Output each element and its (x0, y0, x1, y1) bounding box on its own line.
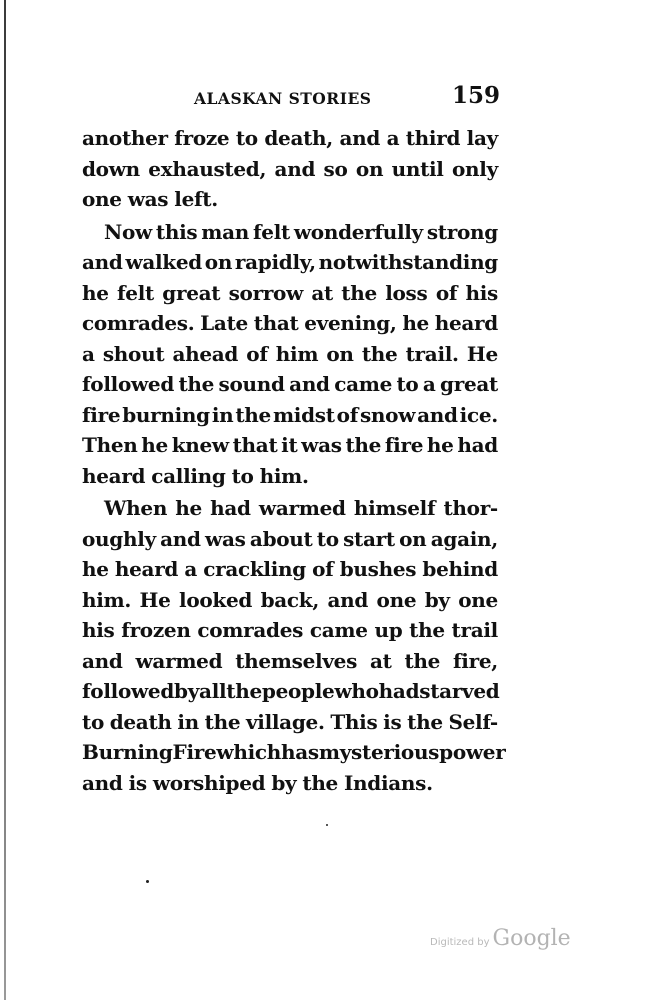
page-number: 159 (451, 82, 500, 109)
ink-speck (146, 880, 149, 883)
text-line: down exhausted, and so on until only (82, 156, 498, 181)
paragraph (82, 123, 498, 215)
text-line: and is worshiped by the Indians. (82, 770, 433, 795)
paragraph (82, 493, 506, 798)
text-line: another froze to death, and a third lay (82, 126, 498, 150)
running-title: ALASKAN STORIES (194, 89, 372, 108)
text-line: and walked on rapidly, notwithstanding (82, 250, 498, 274)
text-line: he heard a crackling of bushes behind (82, 557, 498, 581)
text-line: When he had warmed himself thor- (104, 496, 498, 520)
text-line: to death in the village. This is the Self- (82, 709, 498, 734)
text-line: Then he knew that it was the fire he had (82, 433, 498, 457)
text-line: heard calling to him. (82, 463, 309, 488)
text-line: fire burning in the midst of snow and ice. (82, 402, 498, 427)
text-line: oughly and was about to start on again, (82, 526, 498, 551)
text-line: one was left. (82, 187, 218, 211)
text-line: comrades. Late that evening, he heard (82, 311, 498, 335)
text-line: Now this man felt wonderfully strong (104, 219, 498, 244)
body-text (82, 123, 506, 798)
ink-speck (326, 824, 328, 826)
text-line: him. He looked back, and one by one (82, 587, 498, 612)
text-line: followed the sound and came to a great (82, 372, 498, 396)
paragraph (82, 217, 498, 492)
text-line: followed by all the people who had starved (82, 679, 500, 703)
digitized-by-google-watermark (430, 926, 571, 958)
scan-edge-shadow (4, 0, 6, 1000)
watermark-prefix: Digitized by (430, 937, 490, 948)
text-line: a shout ahead of him on the trail. He (82, 341, 498, 366)
text-line: and warmed themselves at the fire, (82, 648, 498, 673)
google-logo: Google (492, 926, 571, 951)
text-line: he felt great sorrow at the loss of his (82, 280, 498, 305)
running-head (82, 82, 500, 114)
text-line: his frozen comrades came up the trail (82, 618, 498, 642)
text-line: Burning Fire which has mysterious power (82, 740, 506, 764)
